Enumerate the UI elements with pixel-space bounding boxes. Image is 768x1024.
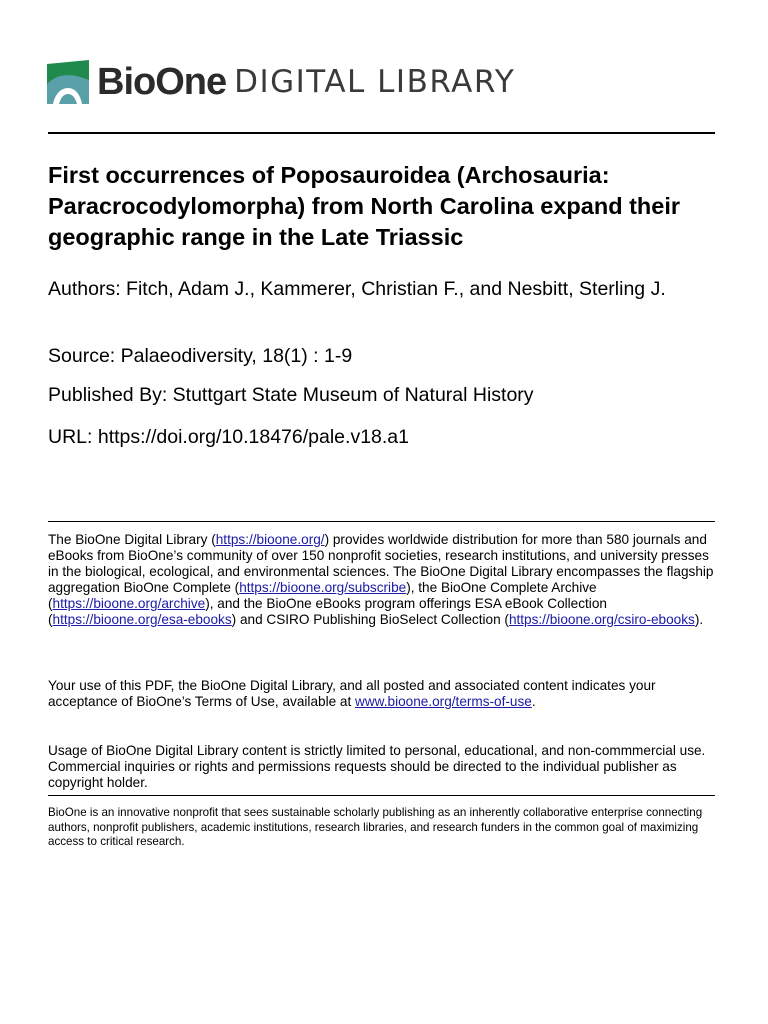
p2-text-2: . bbox=[531, 694, 536, 709]
article-title: First occurrences of Poposauroidea (Archosauria: Paracrocodylomorpha) from North Carolina expand their geographic range in the Late Triassic bbox=[48, 162, 680, 250]
usage-restriction-paragraph: Usage of BioOne Digital Library content is strictly limited to personal, educational, and non-commmercial use. Commercial inquiries or rights and permissions requests should be directed to the individual publisher as copyright holder. bbox=[48, 743, 706, 790]
header-divider bbox=[48, 132, 715, 134]
article-source: Source: Palaeodiversity, 18(1) : 1-9 bbox=[48, 345, 353, 367]
archive-link[interactable]: https://bioone.org/archive bbox=[52, 596, 206, 611]
p1-text-6: ). bbox=[694, 612, 704, 627]
article-publisher: Published By: Stuttgart State Museum of Natural History bbox=[48, 384, 534, 406]
logo-brand-text: BioOne bbox=[97, 61, 227, 103]
bioone-leaf-icon bbox=[47, 60, 89, 104]
bioone-home-link[interactable]: https://bioone.org/ bbox=[215, 532, 325, 547]
csiro-ebooks-link[interactable]: https://bioone.org/csiro-ebooks bbox=[508, 612, 695, 627]
bioone-logo bbox=[47, 58, 515, 106]
esa-ebooks-link[interactable]: https://bioone.org/esa-ebooks bbox=[52, 612, 232, 627]
p1-text-2: ) provides worldwide distribution for more than 580 journals and eBooks from BioOne’s community of over 150 nonprofit societies, research institutions, and university presses in the biological, ecological, and environmental sciences. The BioOne Digital Library encompasses the flagship aggregation BioOne Complete ( bbox=[48, 532, 714, 595]
article-url: URL: https://doi.org/10.18476/pale.v18.a1 bbox=[48, 426, 409, 448]
notice-divider-bottom bbox=[48, 795, 715, 796]
subscribe-link[interactable]: https://bioone.org/subscribe bbox=[239, 580, 407, 595]
terms-of-use-link[interactable]: www.bioone.org/terms-of-use bbox=[355, 694, 532, 709]
p1-text-3: ), the BioOne Complete Archive ( bbox=[48, 580, 597, 611]
p1-text-1: The BioOne Digital Library ( bbox=[48, 532, 216, 547]
bioone-mission-paragraph: BioOne is an innovative nonprofit that sees sustainable scholarly publishing as an inherently collaborative enterprise connecting authors, nonprofit publishers, academic institutions, research libraries, and research funders in the common goal of maximizing access to critical research. bbox=[48, 806, 703, 848]
notice-divider-top bbox=[48, 521, 715, 522]
library-description-paragraph bbox=[48, 532, 720, 628]
p2-text-1: Your use of this PDF, the BioOne Digital Library, and all posted and associated content indicates your acceptance of BioOne’s Terms of Use, available at bbox=[48, 678, 656, 709]
p1-text-4: ), and the BioOne eBooks program offerings ESA eBook Collection ( bbox=[48, 596, 607, 627]
p1-text-5: ) and CSIRO Publishing BioSelect Collection ( bbox=[231, 612, 509, 627]
terms-of-use-paragraph bbox=[48, 678, 720, 710]
logo-product-text: DIGITAL LIBRARY bbox=[234, 63, 516, 100]
article-authors: Authors: Fitch, Adam J., Kammerer, Christian F., and Nesbitt, Sterling J. bbox=[48, 278, 666, 300]
